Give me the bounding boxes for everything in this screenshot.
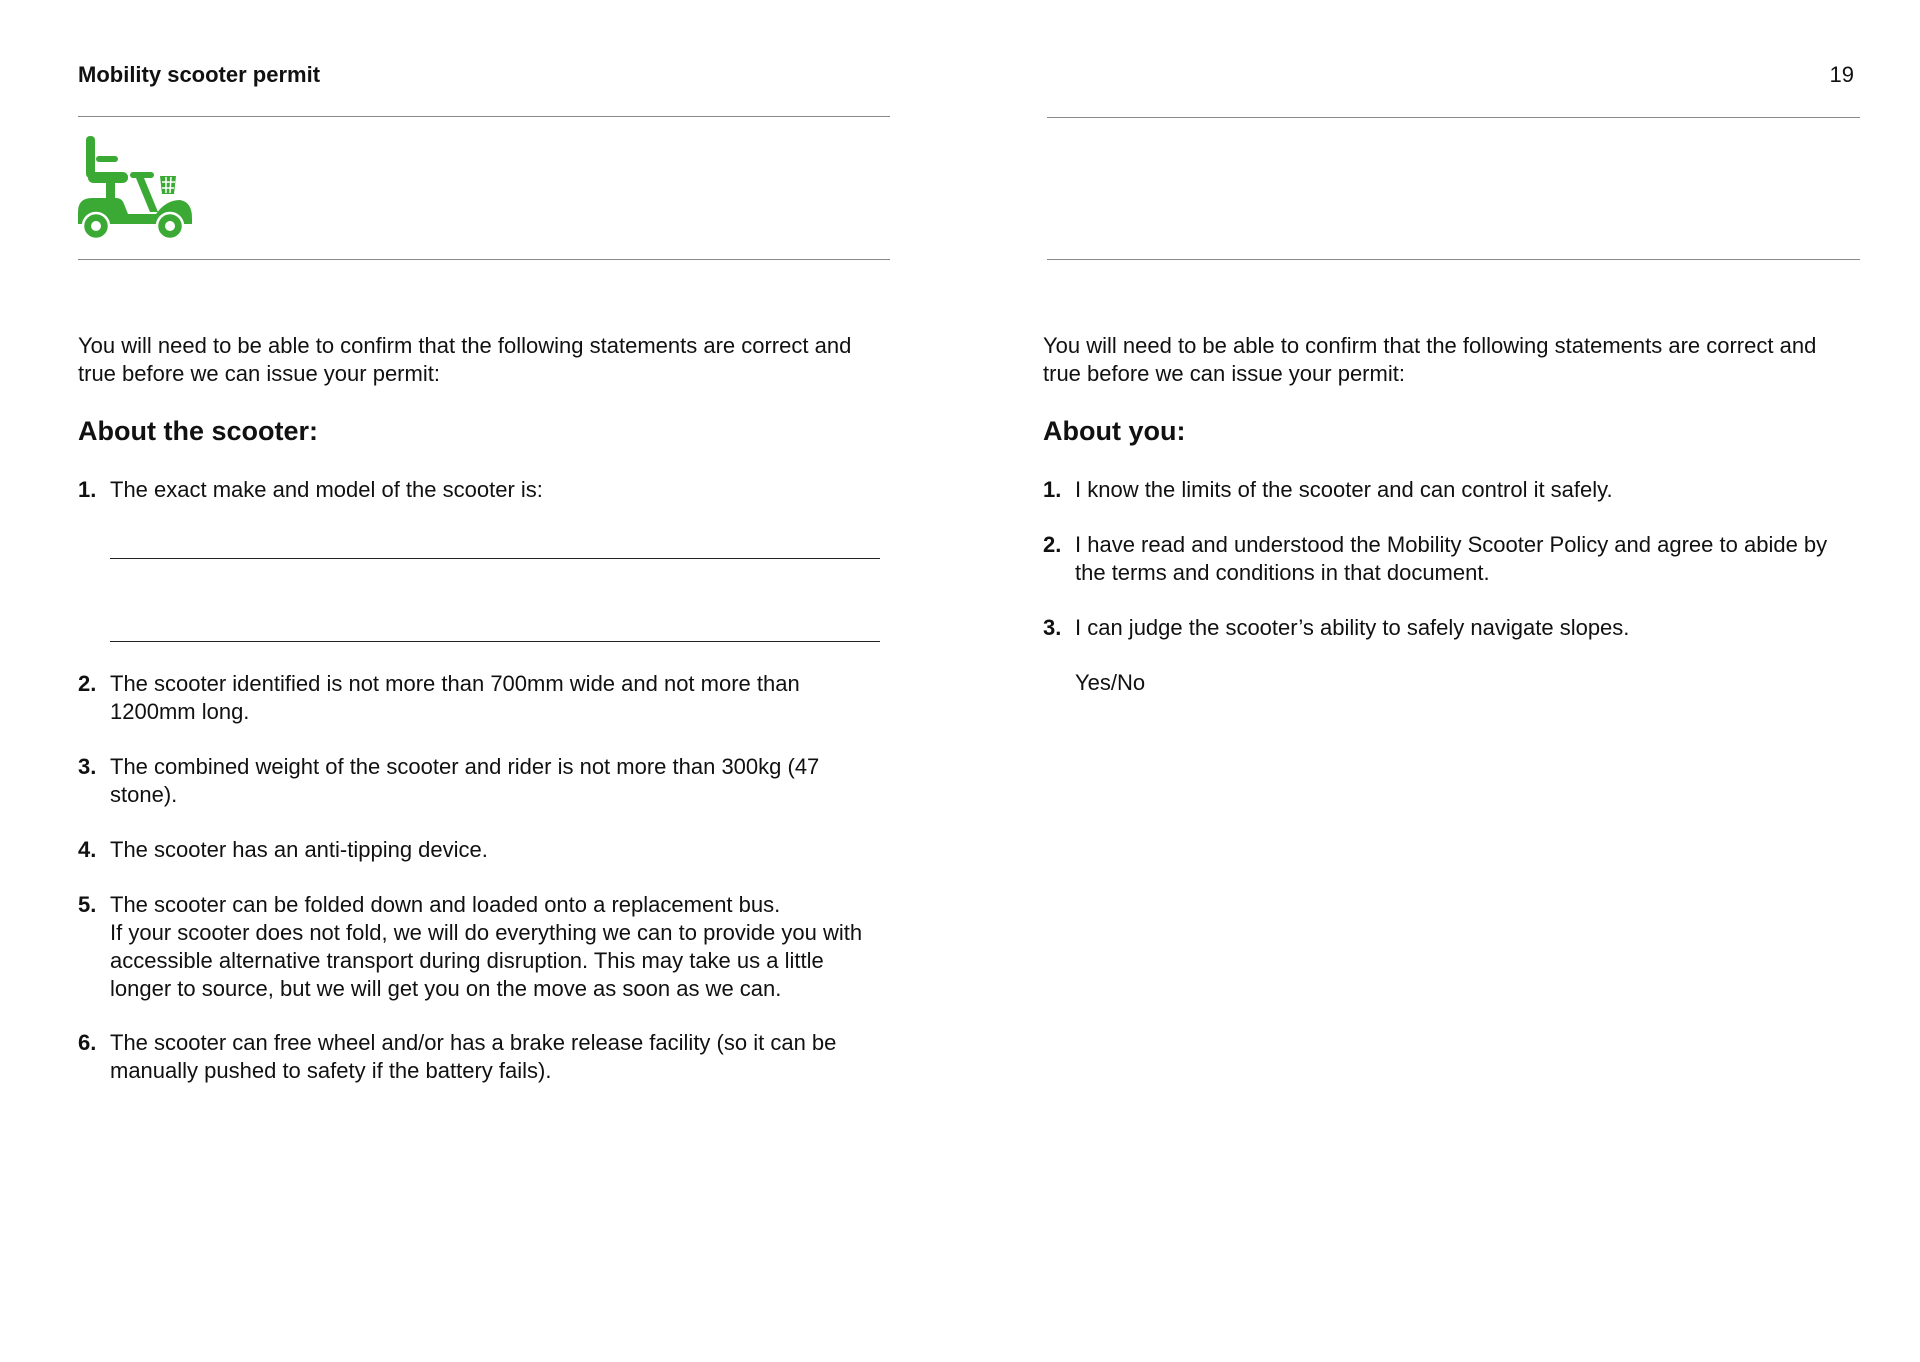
item-number: 1. (1043, 477, 1062, 502)
list-item (78, 891, 888, 1003)
right-column (1043, 332, 1853, 695)
left-bottom-rule (78, 259, 890, 260)
page-number: 19 (1829, 62, 1854, 87)
yes-no-answer[interactable]: Yes/No (1075, 670, 1146, 695)
item-number: 2. (1043, 532, 1062, 557)
list-item (78, 753, 888, 809)
list-item (1043, 476, 1853, 504)
mobility-scooter-icon (76, 134, 194, 242)
left-top-rule (78, 116, 890, 117)
item-text: The scooter has an anti-tipping device. (110, 837, 488, 862)
item-number: 3. (78, 754, 97, 779)
scooter-heading: About the scooter: (78, 416, 318, 446)
document-title: Mobility scooter permit (78, 62, 321, 87)
list-item (78, 670, 888, 726)
item-number: 4. (78, 837, 97, 862)
right-intro: You will need to be able to confirm that the following statements are correct and true before we can issue your permit: (1043, 333, 1817, 386)
right-bottom-rule (1047, 259, 1860, 260)
list-item (78, 836, 888, 864)
left-intro: You will need to be able to confirm that the following statements are correct and true before we can issue your permit: (78, 333, 852, 386)
item-text: The scooter identified is not more than 700mm wide and not more than 1200mm long. (110, 671, 800, 724)
make-model-line-2[interactable] (110, 641, 880, 642)
list-item (78, 476, 888, 504)
item-text: The scooter can free wheel and/or has a brake release facility (so it can be manually pushed to safety if the battery fails). (110, 1030, 837, 1083)
make-model-line-1[interactable] (110, 558, 880, 559)
list-item (78, 1029, 888, 1085)
item-text: The exact make and model of the scooter is: (110, 477, 543, 502)
left-column (78, 332, 888, 1083)
item-text: The combined weight of the scooter and rider is not more than 300kg (47 stone). (110, 754, 820, 807)
item-text: I can judge the scooter’s ability to safely navigate slopes. (1075, 615, 1630, 640)
item-number: 1. (78, 477, 97, 502)
right-top-rule (1047, 117, 1860, 118)
item-number: 2. (78, 671, 97, 696)
item-text: I have read and understood the Mobility Scooter Policy and agree to abide by the terms and conditions in that document. (1075, 532, 1828, 585)
you-heading: About you: (1043, 416, 1186, 446)
item-text: I know the limits of the scooter and can control it safely. (1075, 477, 1613, 502)
item-text: The scooter can be folded down and loaded onto a replacement bus. (110, 892, 781, 917)
list-item (1043, 614, 1853, 642)
list-item (1043, 531, 1853, 587)
item-number: 6. (78, 1030, 97, 1055)
item-number: 3. (1043, 615, 1062, 640)
item-extra-text: If your scooter does not fold, we will do everything we can to provide you with accessible alternative transport during disruption. This may take us a little longer to source, but we will get you on the move as soon as we can. (110, 920, 863, 1001)
item-number: 5. (78, 892, 97, 917)
